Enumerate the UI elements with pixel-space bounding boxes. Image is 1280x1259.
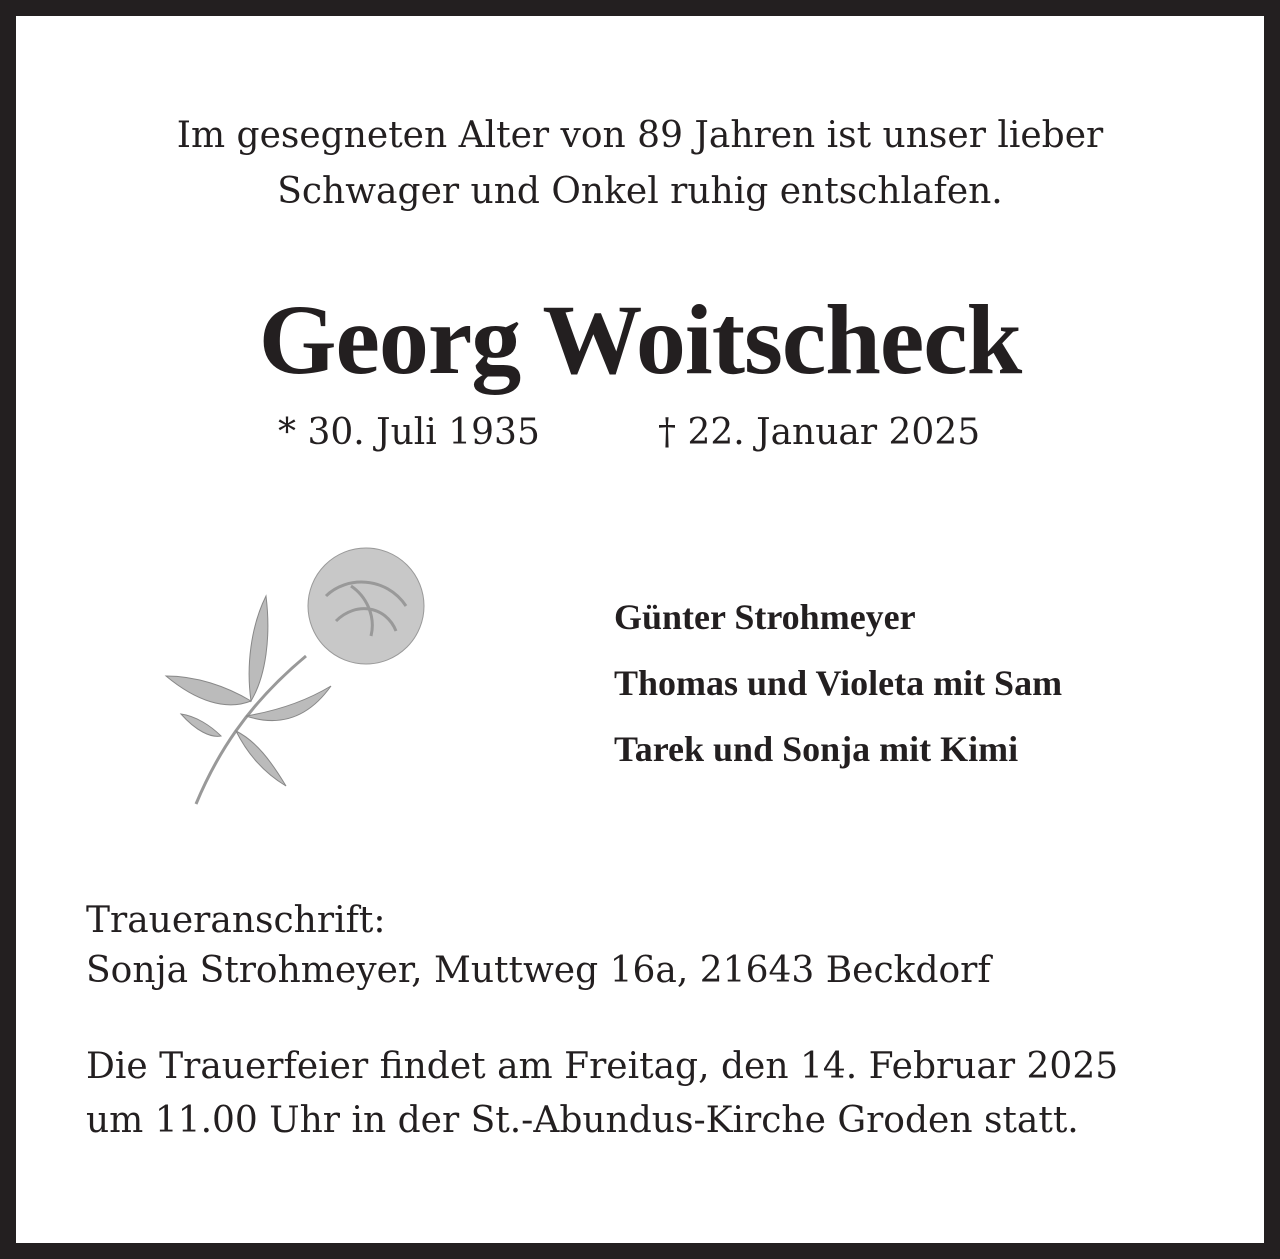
intro-text [16, 108, 1264, 220]
intro-line: Im gesegneten Alter von 89 Jahren ist unser lieber [176, 115, 1104, 156]
deceased-name: Georg Woitscheck [258, 284, 1022, 395]
address-label: Traueranschrift: [86, 900, 386, 941]
family-member: Thomas und Violeta mit Sam [614, 663, 1063, 703]
death-date: † 22. Januar 2025 [658, 412, 981, 453]
birth-date: * 30. Juli 1935 [278, 412, 540, 453]
obituary-notice [16, 16, 1264, 1243]
family-member: Tarek und Sonja mit Kimi [614, 729, 1019, 769]
ceremony-line: um 11.00 Uhr in der St.-Abundus-Kirche Groden statt. [86, 1100, 1079, 1141]
rose-image [156, 536, 436, 836]
mourning-address [86, 896, 991, 996]
ceremony-info [86, 1040, 1118, 1148]
family-member: Günter Strohmeyer [614, 597, 916, 637]
ceremony-line: Die Trauerfeier findet am Freitag, den 14. Februar 2025 [86, 1046, 1119, 1087]
intro-line: Schwager und Onkel ruhig entschlafen. [277, 171, 1003, 212]
address-value: Sonja Strohmeyer, Muttweg 16a, 21643 Beckdorf [86, 950, 991, 991]
